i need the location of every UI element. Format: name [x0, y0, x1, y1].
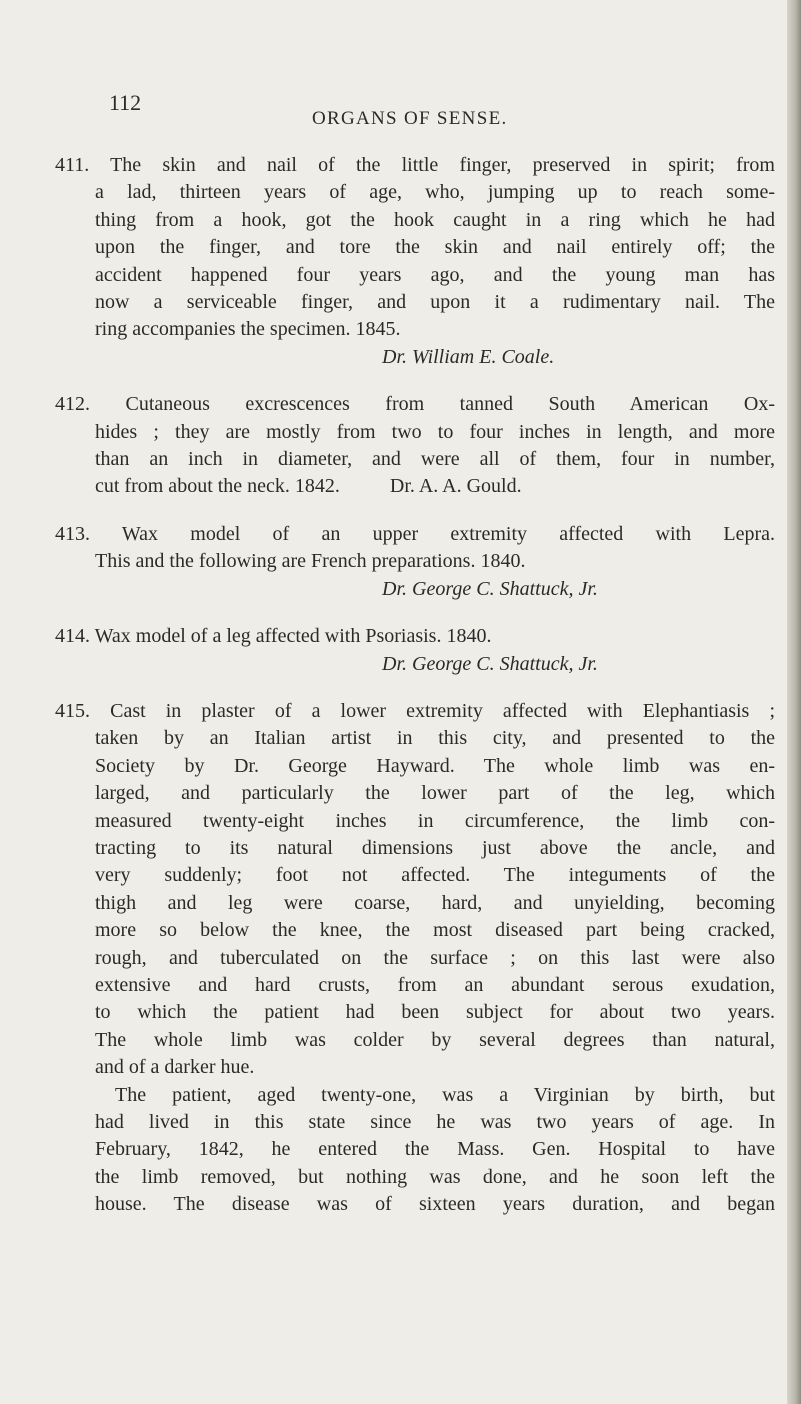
entry-line: This and the following are French preparations. 1840. [95, 550, 526, 573]
entry-line: cut from about the neck. 1842. Dr. A. A. Gould. [95, 475, 522, 498]
page-edge-shadow [787, 0, 801, 1404]
entry-line: February, 1842, he entered the Mass. Gen. Hospital to have [95, 1138, 775, 1161]
entry-line: house. The disease was of sixteen years duration, and began [95, 1193, 775, 1216]
entry-line: rough, and tuberculated on the surface ; on this last were also [95, 946, 775, 969]
entry-line: measured twenty-eight inches in circumference, the limb con- [95, 809, 775, 832]
catalogue-entry-411 [55, 152, 775, 371]
entry-line: 415. Cast in plaster of a lower extremity affected with Elephantiasis ; [55, 699, 775, 722]
entry-line: tracting to its natural dimensions just above the ancle, and [95, 836, 775, 859]
entry-line: now a serviceable finger, and upon it a rudimentary nail. The [95, 291, 775, 314]
entry-line: hides ; they are mostly from two to four inches in length, and more [95, 420, 775, 443]
entry-line: thigh and leg were coarse, hard, and unyielding, becoming [95, 891, 775, 914]
catalogue-entry-414 [55, 623, 775, 678]
entry-line: thing from a hook, got the hook caught in a ring which he had [95, 208, 775, 231]
entry-line: The whole limb was colder by several degrees than natural, [95, 1028, 775, 1051]
entry-line: taken by an Italian artist in this city, and presented to the [95, 727, 775, 750]
entry-line: very suddenly; foot not affected. The integuments of the [95, 864, 775, 887]
entry-line: 413. Wax model of an upper extremity affected with Lepra. [55, 522, 775, 545]
entry-line: more so below the knee, the most diseased part being cracked, [95, 919, 775, 942]
donor-attribution: Dr. George C. Shattuck, Jr. [382, 577, 598, 600]
entry-line: ring accompanies the specimen. 1845. [95, 318, 401, 341]
entry-line: upon the finger, and tore the skin and nail entirely off; the [95, 236, 775, 259]
entry-line: accident happened four years ago, and the young man has [95, 263, 775, 286]
entry-line: Society by Dr. George Hayward. The whole limb was en- [95, 754, 775, 777]
entry-line: to which the patient had been subject for about two years. [95, 1001, 775, 1024]
entry-line: extensive and hard crusts, from an abundant serous exudation, [95, 973, 775, 996]
page-number: 112 [109, 90, 142, 115]
donor-attribution: Dr. William E. Coale. [382, 345, 555, 368]
donor-attribution: Dr. George C. Shattuck, Jr. [382, 652, 598, 675]
entry-line: larged, and particularly the lower part of the leg, which [95, 782, 775, 805]
entry-line: a lad, thirteen years of age, who, jumping up to reach some- [95, 181, 775, 204]
catalogue-entry-413 [55, 521, 775, 603]
entry-line: had lived in this state since he was two years of age. In [95, 1111, 775, 1133]
page-body [55, 152, 775, 1239]
entry-line: than an inch in diameter, and were all of them, four in number, [95, 448, 775, 471]
entry-line: 414. Wax model of a leg affected with Psoriasis. 1840. [55, 625, 492, 648]
catalogue-entry-415 [55, 698, 775, 1219]
entry-line: 412. Cutaneous excrescences from tanned South American Ox- [55, 393, 775, 416]
entry-line: 411. The skin and nail of the little finger, preserved in spirit; from [55, 154, 775, 176]
entry-line: and of a darker hue. [95, 1056, 255, 1079]
catalogue-entry-412 [55, 391, 775, 501]
running-head: ORGANS OF SENSE. [312, 108, 508, 129]
entry-line: The patient, aged twenty-one, was a Virginian by birth, but [115, 1083, 775, 1106]
entry-line: the limb removed, but nothing was done, and he soon left the [95, 1165, 775, 1188]
